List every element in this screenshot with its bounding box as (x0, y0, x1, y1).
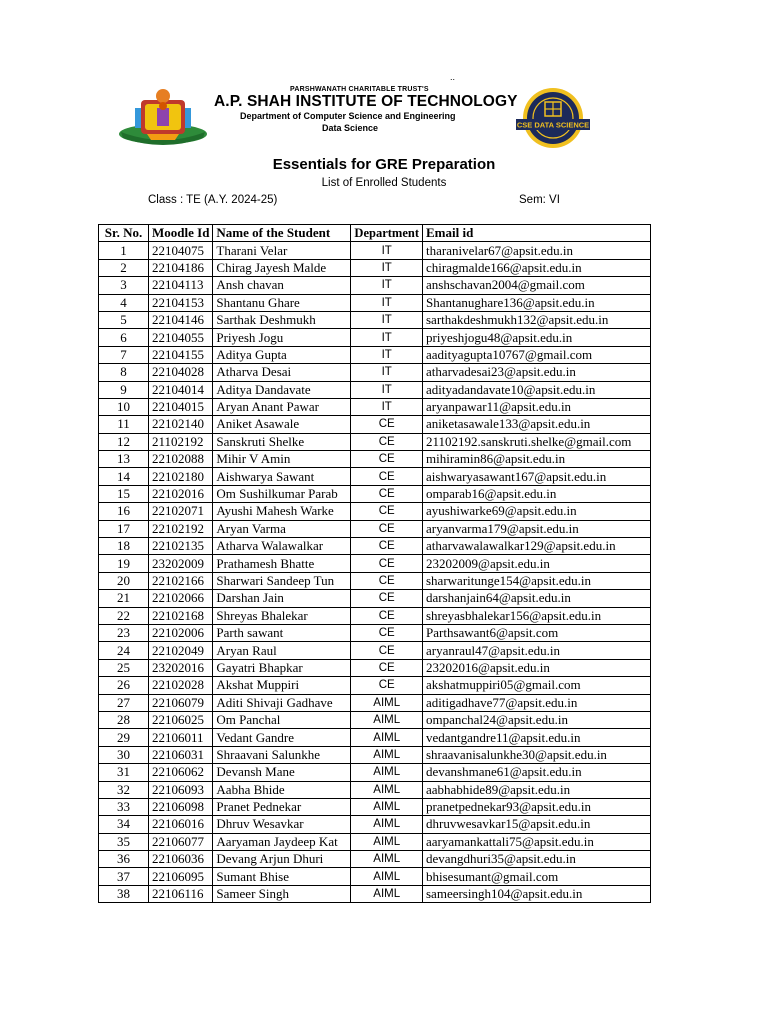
sr-no-cell: 38 (99, 885, 149, 902)
moodle-id-cell: 22102028 (149, 677, 213, 694)
sr-no-cell: 24 (99, 642, 149, 659)
moodle-id-cell: 22104113 (149, 277, 213, 294)
moodle-id-cell: 22106031 (149, 746, 213, 763)
semester-label: Sem: VI (519, 194, 560, 206)
table-row (99, 851, 651, 868)
sr-no-cell: 1 (99, 242, 149, 259)
table-row (99, 503, 651, 520)
table-row (99, 798, 651, 815)
department-cell: IT (351, 294, 423, 311)
table-row (99, 659, 651, 676)
table-row (99, 816, 651, 833)
moodle-id-cell: 22102168 (149, 607, 213, 624)
email-cell: 23202016@apsit.edu.in (423, 659, 651, 676)
sr-no-cell: 7 (99, 346, 149, 363)
student-name-cell: Sameer Singh (213, 885, 351, 902)
table-row (99, 468, 651, 485)
student-name-cell: Om Panchal (213, 711, 351, 728)
moodle-id-cell: 22106116 (149, 885, 213, 902)
email-cell: tharanivelar67@apsit.edu.in (423, 242, 651, 259)
sr-no-cell: 30 (99, 746, 149, 763)
moodle-id-cell: 22102066 (149, 590, 213, 607)
department-cell: AIML (351, 851, 423, 868)
moodle-id-cell: 22102180 (149, 468, 213, 485)
sr-no-cell: 9 (99, 381, 149, 398)
table-row (99, 624, 651, 641)
department-cell: CE (351, 503, 423, 520)
table-row (99, 642, 651, 659)
email-cell: bhisesumant@gmail.com (423, 868, 651, 885)
student-name-cell: Dhruv Wesavkar (213, 816, 351, 833)
student-name-cell: Vedant Gandre (213, 729, 351, 746)
student-name-cell: Aniket Asawale (213, 416, 351, 433)
student-name-cell: Chirag Jayesh Malde (213, 259, 351, 276)
email-cell: adityadandavate10@apsit.edu.in (423, 381, 651, 398)
department-cell: AIML (351, 746, 423, 763)
moodle-id-cell: 22102088 (149, 451, 213, 468)
department-cell: CE (351, 607, 423, 624)
student-name-cell: Gayatri Bhapkar (213, 659, 351, 676)
department-cell: IT (351, 329, 423, 346)
table-row (99, 242, 651, 259)
email-cell: mihiramin86@apsit.edu.in (423, 451, 651, 468)
email-cell: sarthakdeshmukh132@apsit.edu.in (423, 311, 651, 328)
student-name-cell: Shantanu Ghare (213, 294, 351, 311)
table-row (99, 364, 651, 381)
table-row (99, 433, 651, 450)
moodle-id-cell: 22104015 (149, 398, 213, 415)
department-cell: IT (351, 242, 423, 259)
sr-no-cell: 14 (99, 468, 149, 485)
sr-no-cell: 15 (99, 485, 149, 502)
sr-no-cell: 10 (99, 398, 149, 415)
email-cell: aniketasawale133@apsit.edu.in (423, 416, 651, 433)
department-cell: CE (351, 451, 423, 468)
table-header-row (99, 225, 651, 242)
email-cell: atharvadesai23@apsit.edu.in (423, 364, 651, 381)
sr-no-cell: 8 (99, 364, 149, 381)
email-cell: aadityagupta10767@gmail.com (423, 346, 651, 363)
student-name-cell: Mihir V Amin (213, 451, 351, 468)
moodle-id-cell: 22102016 (149, 485, 213, 502)
department-cell: CE (351, 416, 423, 433)
department-cell: AIML (351, 764, 423, 781)
student-name-cell: Aabha Bhide (213, 781, 351, 798)
branch-name: Data Science (322, 123, 379, 133)
sr-no-cell: 6 (99, 329, 149, 346)
sr-no-cell: 22 (99, 607, 149, 624)
department-cell: AIML (351, 816, 423, 833)
email-cell: ompanchal24@apsit.edu.in (423, 711, 651, 728)
moodle-id-cell: 22106036 (149, 851, 213, 868)
moodle-id-cell: 22102049 (149, 642, 213, 659)
sr-no-cell: 29 (99, 729, 149, 746)
moodle-id-cell: 22102166 (149, 572, 213, 589)
student-name-cell: Shraavani Salunkhe (213, 746, 351, 763)
department-cell: AIML (351, 781, 423, 798)
sr-no-cell: 4 (99, 294, 149, 311)
email-cell: 23202009@apsit.edu.in (423, 555, 651, 572)
email-cell: aaryamankattali75@apsit.edu.in (423, 833, 651, 850)
table-row (99, 885, 651, 902)
student-name-cell: Ansh chavan (213, 277, 351, 294)
moodle-id-cell: 22102135 (149, 538, 213, 555)
department-logo-text: CSE DATA SCIENCE (516, 120, 590, 130)
student-name-cell: Devang Arjun Dhuri (213, 851, 351, 868)
email-cell: chiragmalde166@apsit.edu.in (423, 259, 651, 276)
institute-logo (117, 86, 209, 148)
table-row (99, 590, 651, 607)
student-name-cell: Sharwari Sandeep Tun (213, 572, 351, 589)
table-row (99, 607, 651, 624)
table-row (99, 694, 651, 711)
student-name-cell: Aryan Raul (213, 642, 351, 659)
email-cell: devangdhuri35@apsit.edu.in (423, 851, 651, 868)
department-cell: AIML (351, 833, 423, 850)
header-mark: .. (450, 72, 456, 82)
student-name-cell: Aditi Shivaji Gadhave (213, 694, 351, 711)
student-name-cell: Aishwarya Sawant (213, 468, 351, 485)
student-name-cell: Sarthak Deshmukh (213, 311, 351, 328)
sr-no-cell: 13 (99, 451, 149, 468)
student-name-cell: Tharani Velar (213, 242, 351, 259)
student-name-cell: Pranet Pednekar (213, 798, 351, 815)
email-cell: pranetpednekar93@apsit.edu.in (423, 798, 651, 815)
email-cell: aditigadhave77@apsit.edu.in (423, 694, 651, 711)
sr-no-cell: 37 (99, 868, 149, 885)
class-label: Class : TE (A.Y. 2024-25) (148, 194, 278, 206)
header-department: Department (351, 225, 423, 242)
student-name-cell: Darshan Jain (213, 590, 351, 607)
student-name-cell: Sanskruti Shelke (213, 433, 351, 450)
student-name-cell: Prathamesh Bhatte (213, 555, 351, 572)
student-name-cell: Akshat Muppiri (213, 677, 351, 694)
email-cell: aabhabhide89@apsit.edu.in (423, 781, 651, 798)
trust-name: PARSHWANATH CHARITABLE TRUST'S (290, 86, 429, 93)
email-cell: omparab16@apsit.edu.in (423, 485, 651, 502)
sr-no-cell: 17 (99, 520, 149, 537)
student-name-cell: Om Sushilkumar Parab (213, 485, 351, 502)
student-name-cell: Atharva Walawalkar (213, 538, 351, 555)
email-cell: darshanjain64@apsit.edu.in (423, 590, 651, 607)
table-row (99, 538, 651, 555)
document-subtitle: List of Enrolled Students (321, 177, 447, 189)
sr-no-cell: 33 (99, 798, 149, 815)
table-row (99, 677, 651, 694)
student-name-cell: Devansh Mane (213, 764, 351, 781)
table-row (99, 868, 651, 885)
table-row (99, 294, 651, 311)
email-cell: aryanraul47@apsit.edu.in (423, 642, 651, 659)
department-cell: CE (351, 485, 423, 502)
moodle-id-cell: 22106079 (149, 694, 213, 711)
moodle-id-cell: 22106011 (149, 729, 213, 746)
department-cell: CE (351, 572, 423, 589)
email-cell: akshatmuppiri05@gmail.com (423, 677, 651, 694)
moodle-id-cell: 21102192 (149, 433, 213, 450)
email-cell: priyeshjogu48@apsit.edu.in (423, 329, 651, 346)
moodle-id-cell: 22104014 (149, 381, 213, 398)
student-name-cell: Parth sawant (213, 624, 351, 641)
table-row (99, 416, 651, 433)
sr-no-cell: 18 (99, 538, 149, 555)
table-row (99, 398, 651, 415)
table-row (99, 485, 651, 502)
department-cell: IT (351, 346, 423, 363)
moodle-id-cell: 22102006 (149, 624, 213, 641)
student-name-cell: Sumant Bhise (213, 868, 351, 885)
department-logo (512, 86, 594, 150)
table-row (99, 711, 651, 728)
email-cell: devanshmane61@apsit.edu.in (423, 764, 651, 781)
table-row (99, 277, 651, 294)
department-cell: CE (351, 624, 423, 641)
moodle-id-cell: 22102192 (149, 520, 213, 537)
department-cell: IT (351, 277, 423, 294)
student-name-cell: Aditya Gupta (213, 346, 351, 363)
sr-no-cell: 26 (99, 677, 149, 694)
department-cell: CE (351, 590, 423, 607)
moodle-id-cell: 22106077 (149, 833, 213, 850)
email-cell: Shantanughare136@apsit.edu.in (423, 294, 651, 311)
moodle-id-cell: 22104186 (149, 259, 213, 276)
student-name-cell: Ayushi Mahesh Warke (213, 503, 351, 520)
moodle-id-cell: 23202016 (149, 659, 213, 676)
sr-no-cell: 12 (99, 433, 149, 450)
table-row (99, 381, 651, 398)
moodle-id-cell: 22104153 (149, 294, 213, 311)
email-cell: aryanpawar11@apsit.edu.in (423, 398, 651, 415)
moodle-id-cell: 22106098 (149, 798, 213, 815)
document-title: Essentials for GRE Preparation (272, 156, 496, 173)
sr-no-cell: 5 (99, 311, 149, 328)
department-cell: AIML (351, 729, 423, 746)
email-cell: atharvawalawalkar129@apsit.edu.in (423, 538, 651, 555)
sr-no-cell: 27 (99, 694, 149, 711)
header-student-name: Name of the Student (213, 225, 351, 242)
header-moodle-id: Moodle Id (149, 225, 213, 242)
sr-no-cell: 25 (99, 659, 149, 676)
sr-no-cell: 16 (99, 503, 149, 520)
moodle-id-cell: 22104155 (149, 346, 213, 363)
moodle-id-cell: 22106093 (149, 781, 213, 798)
sr-no-cell: 21 (99, 590, 149, 607)
department-cell: IT (351, 381, 423, 398)
sr-no-cell: 23 (99, 624, 149, 641)
institute-name: A.P. SHAH INSTITUTE OF TECHNOLOGY (214, 93, 518, 110)
email-cell: shraavanisalunkhe30@apsit.edu.in (423, 746, 651, 763)
email-cell: sameersingh104@apsit.edu.in (423, 885, 651, 902)
table-row (99, 555, 651, 572)
table-row (99, 451, 651, 468)
email-cell: 21102192.sanskruti.shelke@gmail.com (423, 433, 651, 450)
moodle-id-cell: 22106062 (149, 764, 213, 781)
table-row (99, 259, 651, 276)
email-cell: shreyasbhalekar156@apsit.edu.in (423, 607, 651, 624)
department-cell: CE (351, 555, 423, 572)
student-name-cell: Atharva Desai (213, 364, 351, 381)
department-cell: CE (351, 433, 423, 450)
email-cell: Parthsawant6@apsit.com (423, 624, 651, 641)
student-name-cell: Aditya Dandavate (213, 381, 351, 398)
moodle-id-cell: 22104075 (149, 242, 213, 259)
department-cell: CE (351, 677, 423, 694)
department-cell: CE (351, 520, 423, 537)
moodle-id-cell: 22104146 (149, 311, 213, 328)
department-cell: IT (351, 311, 423, 328)
table-row (99, 572, 651, 589)
student-name-cell: Aaryaman Jaydeep Kat (213, 833, 351, 850)
moodle-id-cell: 22106016 (149, 816, 213, 833)
moodle-id-cell: 23202009 (149, 555, 213, 572)
student-name-cell: Shreyas Bhalekar (213, 607, 351, 624)
student-name-cell: Priyesh Jogu (213, 329, 351, 346)
email-cell: aishwaryasawant167@apsit.edu.in (423, 468, 651, 485)
department-cell: AIML (351, 694, 423, 711)
table-row (99, 746, 651, 763)
sr-no-cell: 19 (99, 555, 149, 572)
sr-no-cell: 34 (99, 816, 149, 833)
moodle-id-cell: 22106025 (149, 711, 213, 728)
table-row (99, 833, 651, 850)
sr-no-cell: 35 (99, 833, 149, 850)
department-cell: AIML (351, 868, 423, 885)
sr-no-cell: 11 (99, 416, 149, 433)
email-cell: dhruvwesavkar15@apsit.edu.in (423, 816, 651, 833)
department-cell: AIML (351, 885, 423, 902)
header-email: Email id (423, 225, 651, 242)
sr-no-cell: 3 (99, 277, 149, 294)
department-name: Department of Computer Science and Engineering (240, 111, 456, 121)
students-table (98, 224, 651, 903)
department-cell: AIML (351, 711, 423, 728)
department-cell: CE (351, 659, 423, 676)
header-sr-no: Sr. No. (99, 225, 149, 242)
sr-no-cell: 36 (99, 851, 149, 868)
department-cell: IT (351, 259, 423, 276)
student-name-cell: Aryan Varma (213, 520, 351, 537)
email-cell: ayushiwarke69@apsit.edu.in (423, 503, 651, 520)
moodle-id-cell: 22106095 (149, 868, 213, 885)
moodle-id-cell: 22102071 (149, 503, 213, 520)
table-row (99, 520, 651, 537)
table-row (99, 329, 651, 346)
table-row (99, 781, 651, 798)
sr-no-cell: 31 (99, 764, 149, 781)
table-row (99, 346, 651, 363)
department-cell: CE (351, 538, 423, 555)
sr-no-cell: 32 (99, 781, 149, 798)
email-cell: anshschavan2004@gmail.com (423, 277, 651, 294)
department-cell: IT (351, 398, 423, 415)
moodle-id-cell: 22104028 (149, 364, 213, 381)
department-cell: AIML (351, 798, 423, 815)
moodle-id-cell: 22102140 (149, 416, 213, 433)
sr-no-cell: 2 (99, 259, 149, 276)
department-cell: CE (351, 642, 423, 659)
table-row (99, 729, 651, 746)
student-name-cell: Aryan Anant Pawar (213, 398, 351, 415)
table-row (99, 311, 651, 328)
email-cell: aryanvarma179@apsit.edu.in (423, 520, 651, 537)
department-cell: IT (351, 364, 423, 381)
sr-no-cell: 20 (99, 572, 149, 589)
department-cell: CE (351, 468, 423, 485)
email-cell: sharwaritunge154@apsit.edu.in (423, 572, 651, 589)
sr-no-cell: 28 (99, 711, 149, 728)
table-row (99, 764, 651, 781)
email-cell: vedantgandre11@apsit.edu.in (423, 729, 651, 746)
moodle-id-cell: 22104055 (149, 329, 213, 346)
